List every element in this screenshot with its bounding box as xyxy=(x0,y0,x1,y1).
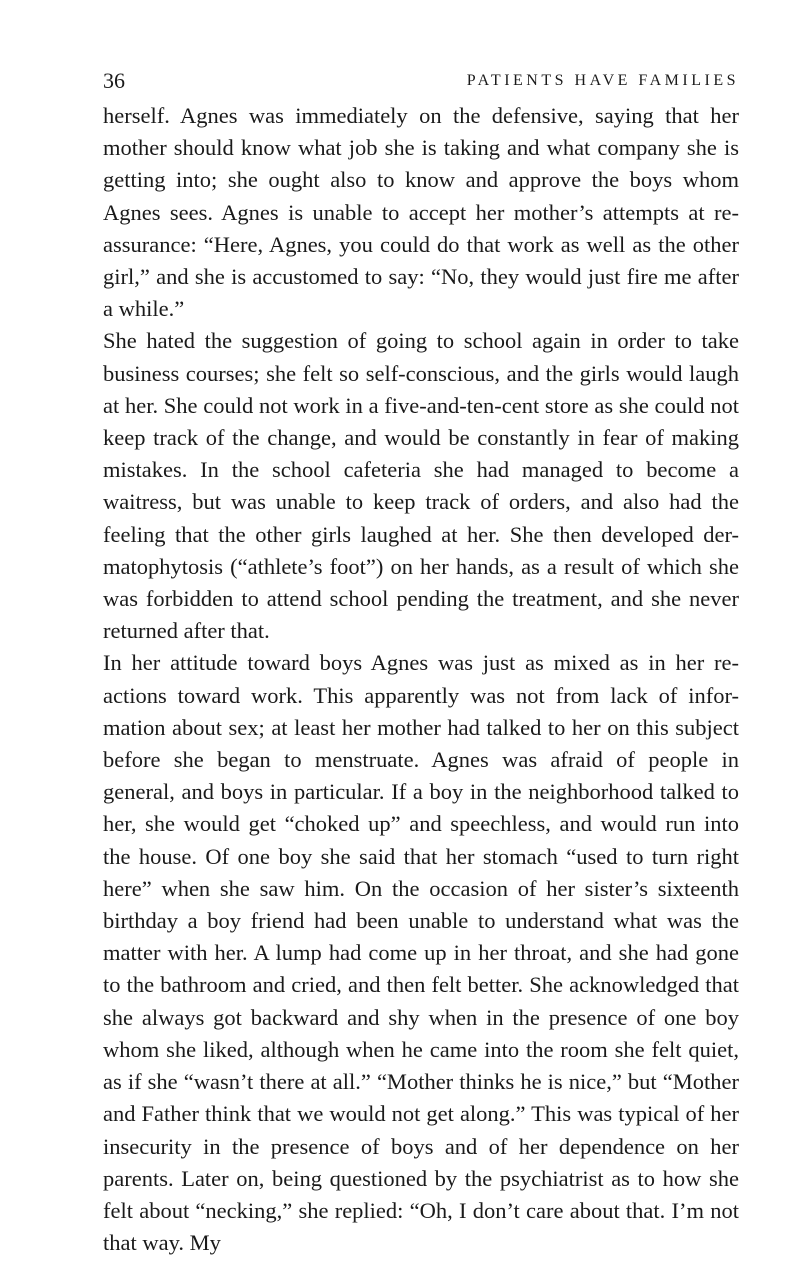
body-text xyxy=(103,100,739,1259)
running-head xyxy=(103,66,739,96)
running-title: PATIENTS HAVE FAMILIES xyxy=(466,72,739,89)
paragraph-boys: In her attitude toward boys Agnes was just as mixed as in her re-actions toward work. This apparently was not from lack of infor-mation about sex; at least her mother had talked to her on this subject before she began to menstruate. Agnes was afraid of people in general, and boys in particular. If a boy in the neighborhood talked to her, she would get “choked up” and speechless, and would run into the house. Of one boy she said that her stomach “used to turn right here” when she saw him. On the occasion of her sister’s sixteenth birthday a boy friend had been unable to understand what was the matter with her. A lump had come up in her throat, and she had gone to the bathroom and cried, and then felt better. She acknowledged that she always got backward and shy when in the presence of one boy whom she liked, although when he came into the room she felt quiet, as if she “wasn’t there at all.” “Mother thinks he is nice,” but “Mother and Father think that we would not get along.” This was typical of her insecurity in the presence of boys and of her dependence on her parents. Later on, being questioned by the psychiatrist as to how she felt about “necking,” she replied: “Oh, I don’t care about that. I’m not that way. My xyxy=(103,650,739,1256)
paragraph-school: She hated the suggestion of going to school again in order to take business courses; she felt so self-conscious, and the girls would laugh at her. She could not work in a five-and-ten-cent store as she could not keep track of the change, and would be constantly in fear of making mistakes. In the school cafeteria she had managed to become a waitress, but was unable to keep track of orders, and also had the feeling that the other girls laughed at her. She then developed der-matophytosis (“athlete’s foot”) on her hands, as a result of which she was forbidden to attend school pending the treatment, and she never returned after that. xyxy=(103,328,739,644)
paragraph-continued: herself. Agnes was immediately on the defensive, saying that her mother should know what job she is taking and what company she is getting into; she ought also to know and approve the boys whom Agnes sees. Agnes is unable to accept her mother’s attempts at re-assurance: “Here, Agnes, you could do that work as well as the other girl,” and she is accustomed to say: “No, they would just fire me after a while.” xyxy=(103,103,739,322)
page-number: 36 xyxy=(103,68,125,93)
